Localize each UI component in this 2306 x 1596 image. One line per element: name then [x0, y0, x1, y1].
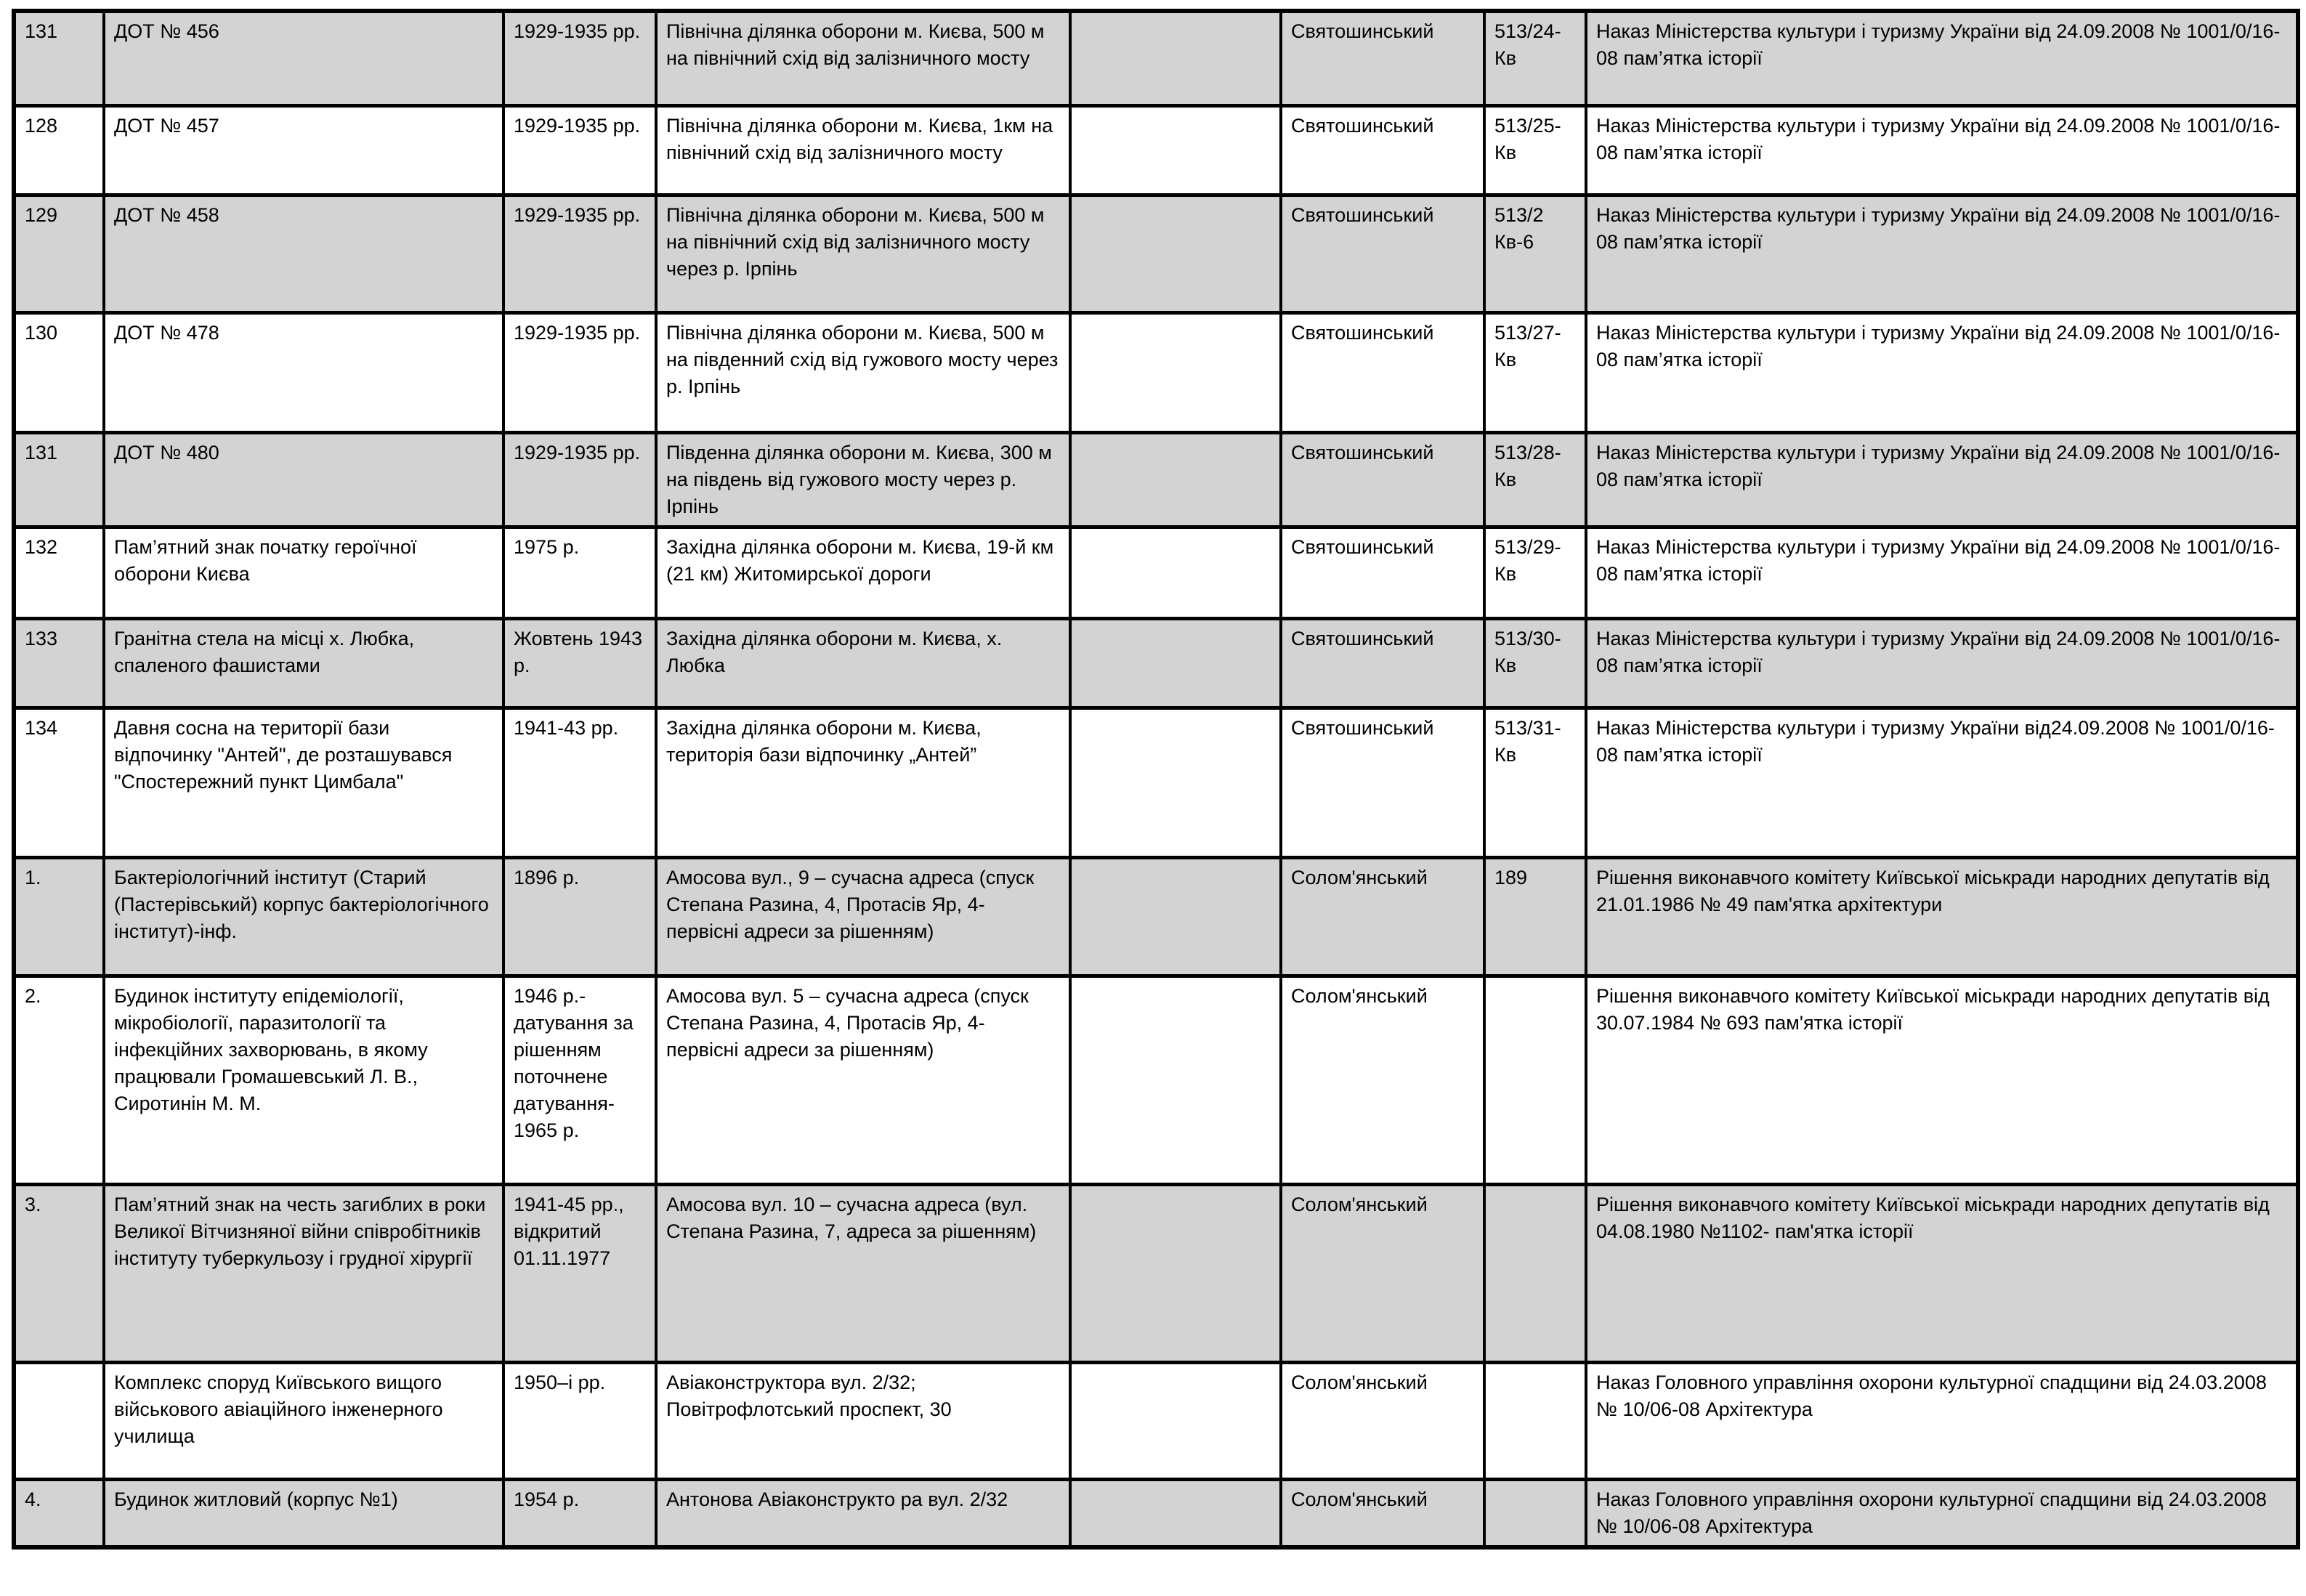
table-row [14, 527, 2298, 618]
cell-location: Північна ділянка оборони м. Києва, 500 м на північний схід від залізничного мосту [656, 11, 1070, 105]
cell-row-number [14, 1362, 104, 1479]
cell-date: 1929-1935 рр. [503, 432, 656, 527]
cell-legal-basis: Наказ Міністерства культури і туризму України від 24.09.2008 № 1001/0/16-08 пам’ятка історії [1586, 105, 2298, 195]
cell-reg-number: 513/31-Кв [1484, 708, 1586, 857]
cell-date: 1975 р. [503, 527, 656, 618]
cell-reg-number [1484, 1479, 1586, 1547]
table-row [14, 312, 2298, 432]
cell-date: 1929-1935 рр. [503, 11, 656, 105]
cell-legal-basis: Рішення виконавчого комітету Київської міськради народних депутатів від 04.08.1980 №1102- пам'ятка історії [1586, 1184, 2298, 1362]
cell-district: Солом'янський [1281, 1184, 1484, 1362]
cell-legal-basis: Наказ Міністерства культури і туризму України від 24.09.2008 № 1001/0/16-08 пам’ятка історії [1586, 312, 2298, 432]
cell-object-name: Пам’ятний знак на честь загиблих в роки Великої Вітчизняної війни співробітників інституту туберкульозу і грудної хірургії [104, 1184, 503, 1362]
cell-object-name: Будинок житловий (корпус №1) [104, 1479, 503, 1547]
cell-empty [1070, 708, 1281, 857]
cell-row-number: 130 [14, 312, 104, 432]
cell-date: 1946 р.- датування за рішенням поточнене датування- 1965 р. [503, 976, 656, 1184]
cell-object-name: Гранітна стела на місці х. Любка, спаленого фашистами [104, 618, 503, 708]
cell-district: Солом'янський [1281, 1362, 1484, 1479]
cell-location: Амосова вул., 9 – сучасна адреса (спуск Степана Разина, 4, Протасів Яр, 4- первісні адреси за рішенням) [656, 857, 1070, 976]
cell-date: 1896 р. [503, 857, 656, 976]
cell-legal-basis: Рішення виконавчого комітету Київської міськради народних депутатів від 21.01.1986 № 49 пам'ятка архітектури [1586, 857, 2298, 976]
cell-row-number: 4. [14, 1479, 104, 1547]
cell-row-number: 129 [14, 195, 104, 312]
cell-row-number: 3. [14, 1184, 104, 1362]
cell-empty [1070, 1362, 1281, 1479]
cell-district: Солом'янський [1281, 1479, 1484, 1547]
cell-legal-basis: Наказ Міністерства культури і туризму України від 24.09.2008 № 1001/0/16-08 пам’ятка історії [1586, 432, 2298, 527]
cell-location: Південна ділянка оборони м. Києва, 300 м на південь від гужового мосту через р. Ірпінь [656, 432, 1070, 527]
cell-row-number: 133 [14, 618, 104, 708]
cell-district: Святошинський [1281, 527, 1484, 618]
table-row [14, 1184, 2298, 1362]
cell-legal-basis: Наказ Головного управління охорони культурної спадщини від 24.03.2008 № 10/06-08 Архітектура [1586, 1479, 2298, 1547]
cell-district: Солом'янський [1281, 976, 1484, 1184]
table-row [14, 1362, 2298, 1479]
cell-district: Святошинський [1281, 11, 1484, 105]
table-row [14, 618, 2298, 708]
cell-object-name: ДОТ № 457 [104, 105, 503, 195]
cell-object-name: ДОТ № 480 [104, 432, 503, 527]
cell-location: Північна ділянка оборони м. Києва, 500 м на північний схід від залізничного мосту через р. Ірпінь [656, 195, 1070, 312]
cell-object-name: Будинок інституту епідеміології, мікробіології, паразитології та інфекційних захворювань, в якому працювали Громашевський Л. В., Сиротинін М. М. [104, 976, 503, 1184]
cell-date: 1929-1935 рр. [503, 312, 656, 432]
cell-reg-number [1484, 976, 1586, 1184]
cell-empty [1070, 195, 1281, 312]
cell-row-number: 2. [14, 976, 104, 1184]
cell-legal-basis: Наказ Міністерства культури і туризму України від24.09.2008 № 1001/0/16-08 пам’ятка історії [1586, 708, 2298, 857]
cell-district: Святошинський [1281, 618, 1484, 708]
cell-object-name: ДОТ № 458 [104, 195, 503, 312]
cell-date: 1941-45 рр., відкритий 01.11.1977 [503, 1184, 656, 1362]
cell-object-name: ДОТ № 478 [104, 312, 503, 432]
cell-empty [1070, 1184, 1281, 1362]
cell-reg-number: 513/30-Кв [1484, 618, 1586, 708]
cell-legal-basis: Наказ Міністерства культури і туризму України від 24.09.2008 № 1001/0/16-08 пам’ятка історії [1586, 527, 2298, 618]
cell-row-number: 131 [14, 11, 104, 105]
cell-district: Святошинський [1281, 708, 1484, 857]
cell-date: 1950–і рр. [503, 1362, 656, 1479]
cell-location: Авіаконструктора вул. 2/32; Повітрофлотський проспект, 30 [656, 1362, 1070, 1479]
cell-empty [1070, 105, 1281, 195]
cell-reg-number: 189 [1484, 857, 1586, 976]
cell-legal-basis: Наказ Міністерства культури і туризму України від 24.09.2008 № 1001/0/16-08 пам’ятка історії [1586, 195, 2298, 312]
cell-reg-number: 513/27-Кв [1484, 312, 1586, 432]
table-row [14, 432, 2298, 527]
cell-location: Північна ділянка оборони м. Києва, 500 м на південний схід від гужового мосту через р. Ірпінь [656, 312, 1070, 432]
cell-district: Святошинський [1281, 432, 1484, 527]
cell-reg-number [1484, 1362, 1586, 1479]
cell-district: Святошинський [1281, 312, 1484, 432]
cell-row-number: 132 [14, 527, 104, 618]
cell-legal-basis: Наказ Міністерства культури і туризму України від 24.09.2008 № 1001/0/16-08 пам’ятка історії [1586, 618, 2298, 708]
cell-empty [1070, 11, 1281, 105]
table-row [14, 105, 2298, 195]
cell-row-number: 128 [14, 105, 104, 195]
cell-object-name: Давня сосна на території бази відпочинку "Антей", де розташувався "Спостережний пункт Цимбала" [104, 708, 503, 857]
cell-object-name: ДОТ № 456 [104, 11, 503, 105]
cell-legal-basis: Наказ Міністерства культури і туризму України від 24.09.2008 № 1001/0/16-08 пам’ятка історії [1586, 11, 2298, 105]
cell-legal-basis: Наказ Головного управління охорони культурної спадщини від 24.03.2008 № 10/06-08 Архітектура [1586, 1362, 2298, 1479]
cell-empty [1070, 432, 1281, 527]
cell-reg-number: 513/24-Кв [1484, 11, 1586, 105]
cell-reg-number: 513/25-Кв [1484, 105, 1586, 195]
table-row [14, 11, 2298, 105]
table-row [14, 708, 2298, 857]
cell-legal-basis: Рішення виконавчого комітету Київської міськради народних депутатів від 30.07.1984 № 693 пам'ятка історії [1586, 976, 2298, 1184]
cell-location: Західна ділянка оборони м. Києва, територія бази відпочинку „Антей” [656, 708, 1070, 857]
cell-row-number: 131 [14, 432, 104, 527]
cell-location: Амосова вул. 10 – сучасна адреса (вул. Степана Разина, 7, адреса за рішенням) [656, 1184, 1070, 1362]
cell-object-name: Пам’ятний знак початку героїчної оборони Києва [104, 527, 503, 618]
monuments-table-body [14, 11, 2298, 1547]
cell-empty [1070, 527, 1281, 618]
table-row [14, 195, 2298, 312]
cell-location: Північна ділянка оборони м. Києва, 1км на північний схід від залізничного мосту [656, 105, 1070, 195]
cell-location: Амосова вул. 5 – сучасна адреса (спуск Степана Разина, 4, Протасів Яр, 4- первісні адреси за рішенням) [656, 976, 1070, 1184]
cell-location: Західна ділянка оборони м. Києва, х. Любка [656, 618, 1070, 708]
cell-empty [1070, 857, 1281, 976]
cell-object-name: Комплекс споруд Київського вищого військового авіаційного інженерного училища [104, 1362, 503, 1479]
cell-row-number: 1. [14, 857, 104, 976]
cell-empty [1070, 1479, 1281, 1547]
cell-district: Святошинський [1281, 195, 1484, 312]
cell-object-name: Бактеріологічний інститут (Старий (Пастерівський) корпус бактеріологічного інститут)-інф. [104, 857, 503, 976]
cell-reg-number: 513/28-Кв [1484, 432, 1586, 527]
cell-date: Жовтень 1943 р. [503, 618, 656, 708]
cell-date: 1929-1935 рр. [503, 195, 656, 312]
cell-date: 1954 р. [503, 1479, 656, 1547]
cell-row-number: 134 [14, 708, 104, 857]
cell-reg-number: 513/29-Кв [1484, 527, 1586, 618]
cell-empty [1070, 976, 1281, 1184]
table-row [14, 1479, 2298, 1547]
cell-district: Святошинський [1281, 105, 1484, 195]
monuments-table [12, 9, 2300, 1550]
table-row [14, 857, 2298, 976]
cell-empty [1070, 312, 1281, 432]
cell-date: 1929-1935 рр. [503, 105, 656, 195]
table-row [14, 976, 2298, 1184]
cell-empty [1070, 618, 1281, 708]
cell-reg-number: 513/2 Кв-6 [1484, 195, 1586, 312]
cell-date: 1941-43 рр. [503, 708, 656, 857]
cell-location: Антонова Авіаконструкто ра вул. 2/32 [656, 1479, 1070, 1547]
cell-district: Солом'янський [1281, 857, 1484, 976]
cell-location: Західна ділянка оборони м. Києва, 19-й км (21 км) Житомирської дороги [656, 527, 1070, 618]
cell-reg-number [1484, 1184, 1586, 1362]
